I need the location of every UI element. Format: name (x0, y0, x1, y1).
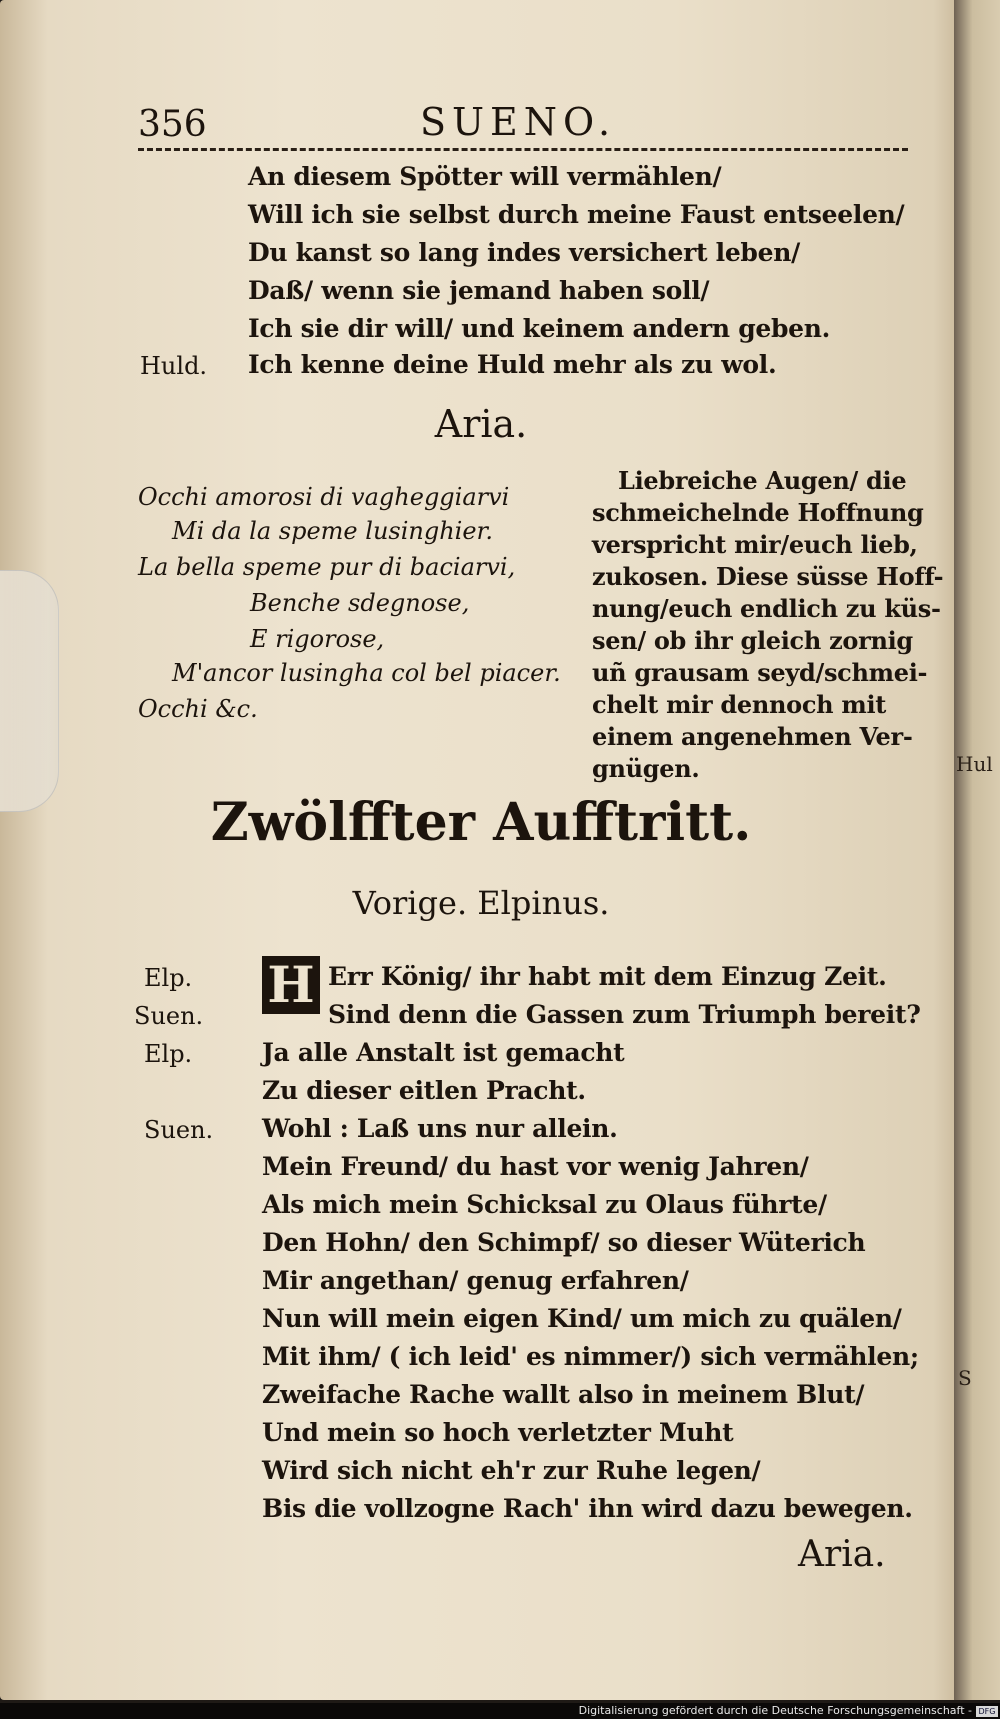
italian-line: Mi da la speme lusinghier. (172, 517, 494, 545)
italian-line: Benche sdegnose, (250, 589, 470, 617)
verse-line: Ich kenne deine Huld mehr als zu wol. (248, 350, 777, 379)
german-line: nung/euch endlich zu küs- (592, 594, 941, 623)
dialogue-line: Nun will mein eigen Kind/ um mich zu quälen/ (262, 1304, 902, 1333)
speaker-label: Suen. (144, 1116, 214, 1144)
german-line: zukosen. Diese süsse Hoff- (592, 562, 944, 591)
verse-line: Du kanst so lang indes versichert leben/ (248, 238, 800, 267)
dialogue-line: Sind denn die Gassen zum Triumph bereit? (328, 1000, 921, 1029)
page-clip (0, 570, 59, 812)
dialogue-line: Ja alle Anstalt ist gemacht (262, 1038, 625, 1067)
german-line: schmeichelnde Hoffnung (592, 498, 924, 527)
german-line: verspricht mir/euch lieb, (592, 530, 918, 559)
german-line: sen/ ob ihr gleich zornig (592, 626, 913, 655)
header-rule (138, 148, 908, 151)
german-line: uñ grausam seyd/schmei- (592, 658, 928, 687)
adjacent-page-fragment: S (958, 1366, 972, 1390)
dialogue-line: Den Hohn/ den Schimpf/ so dieser Wüterich (262, 1228, 866, 1257)
verse-line: Daß/ wenn sie jemand haben soll/ (248, 276, 710, 305)
verse-line: Will ich sie selbst durch meine Faust entseelen/ (248, 200, 905, 229)
scene-persons: Vorige. Elpinus. (352, 884, 610, 922)
aria-heading: Aria. (434, 402, 528, 446)
german-line: Liebreiche Augen/ die (618, 466, 907, 495)
italian-line: Occhi &c. (138, 695, 258, 723)
drop-cap: H (262, 956, 320, 1014)
dialogue-line: Mein Freund/ du hast vor wenig Jahren/ (262, 1152, 809, 1181)
dialogue-line: Als mich mein Schicksal zu Olaus führte/ (262, 1190, 827, 1219)
dialogue-line: Wohl : Laß uns nur allein. (262, 1114, 618, 1143)
german-line: gnügen. (592, 754, 700, 783)
dialogue-line: Wird sich nicht eh'r zur Ruhe legen/ (262, 1456, 761, 1485)
italian-line: E rigorose, (250, 625, 385, 653)
dialogue-line: Mir angethan/ genug erfahren/ (262, 1266, 689, 1295)
italian-line: La bella speme pur di baciarvi, (138, 553, 516, 581)
verse-line: An diesem Spötter will vermählen/ (248, 162, 722, 191)
speaker-label: Suen. (134, 1002, 204, 1030)
dfg-logo: DFG (976, 1706, 998, 1717)
scene-title: Zwölffter Aufftritt. (210, 792, 752, 853)
adjacent-page-fragment: Hul (956, 752, 993, 776)
dialogue-line: Err König/ ihr habt mit dem Einzug Zeit. (328, 962, 887, 991)
speaker-label: Elp. (144, 964, 193, 992)
dialogue-line: Mit ihm/ ( ich leid' es nimmer/) sich vermählen; (262, 1342, 919, 1371)
catchword: Aria. (798, 1534, 886, 1575)
speaker-label: Elp. (144, 1040, 193, 1068)
running-title: SUENO. (420, 100, 617, 144)
dialogue-line: Und mein so hoch verletzter Muht (262, 1418, 734, 1447)
footer-bar (0, 1703, 1000, 1719)
dialogue-line: Zweifache Rache wallt also in meinem Blut/ (262, 1380, 865, 1409)
dialogue-line: Zu dieser eitlen Pracht. (262, 1076, 586, 1105)
speaker-label: Huld. (140, 352, 208, 380)
german-line: chelt mir dennoch mit (592, 690, 887, 719)
dialogue-line: Bis die vollzogne Rach' ihn wird dazu bewegen. (262, 1494, 913, 1523)
footer-credit: Digitalisierung gefördert durch die Deutsche Forschungsgemeinschaft - (578, 1704, 972, 1717)
german-line: einem angenehmen Ver- (592, 722, 913, 751)
italian-line: M'ancor lusingha col bel piacer. (172, 659, 561, 687)
verse-line: Ich sie dir will/ und keinem andern geben. (248, 314, 831, 343)
italian-line: Occhi amorosi di vagheggiarvi (138, 483, 510, 511)
page-number: 356 (138, 104, 207, 145)
